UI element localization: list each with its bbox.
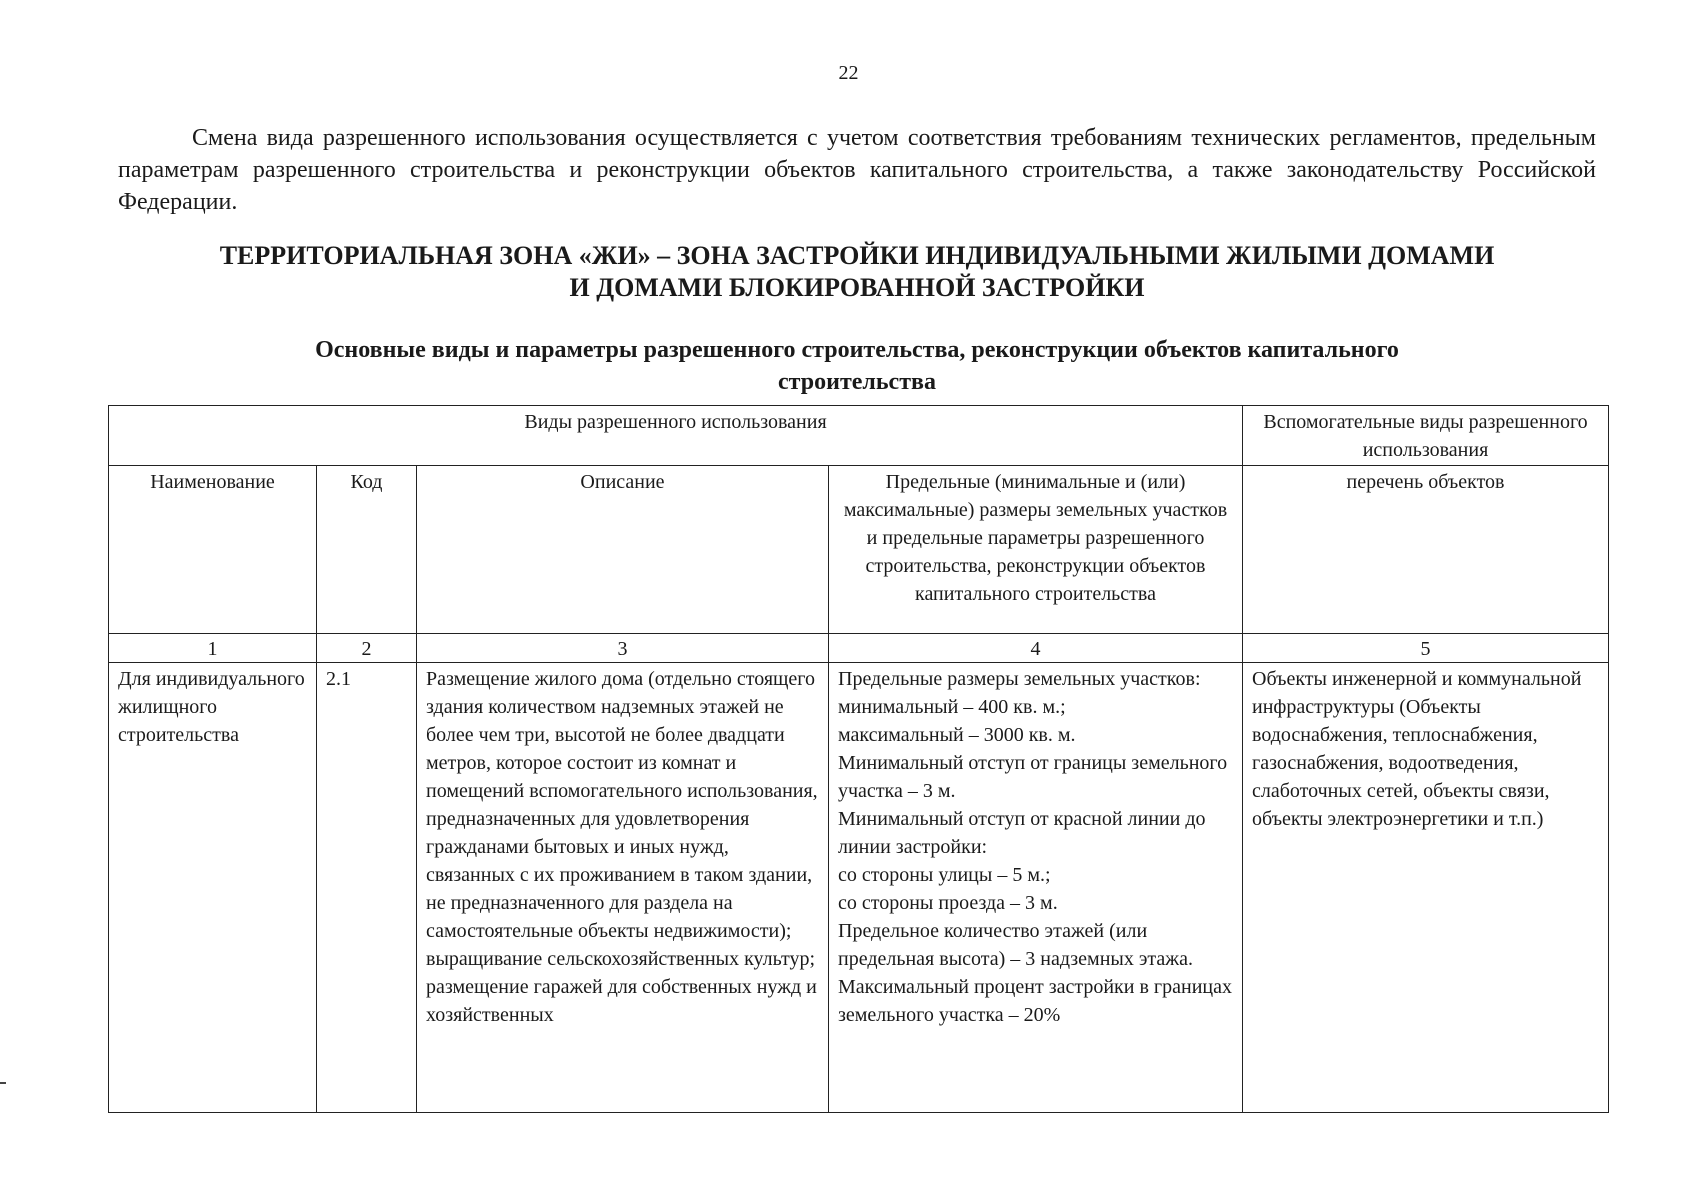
column-number: 5 [1243,634,1609,663]
param-line: максимальный – 3000 кв. м. [838,724,1076,746]
section-title [150,334,1564,398]
column-number: 4 [829,634,1243,663]
param-line: со стороны улицы – 5 м.; [838,864,1051,886]
zone-title [118,240,1596,304]
group-header-main: Виды разрешенного использования [109,406,1243,466]
section-title-line-1: Основные виды и параметры разрешенного строительства, реконструкции объектов капитального [315,337,1399,363]
param-line: Предельные размеры земельных участков: [838,668,1201,690]
section-title-line-2: строительства [778,369,936,395]
column-header-code: Код [317,466,417,634]
table-row [109,663,1609,1113]
cell-aux-list: Объекты инженерной и коммунальной инфраструктуры (Объекты водоснабжения, теплоснабжения, газоснабжения, водоотведения, слаботочных сетей, объекты связи, объекты электроэнергетики и т.п.) [1243,663,1609,1113]
margin-mark [0,1082,6,1084]
column-header-description: Описание [417,466,829,634]
param-line: минимальный – 400 кв. м.; [838,696,1066,718]
column-number: 2 [317,634,417,663]
table-column-header-row [109,466,1609,634]
cell-code: 2.1 [317,663,417,1113]
permitted-use-table [108,405,1609,1113]
table-group-header-row [109,406,1609,466]
cell-description: Размещение жилого дома (отдельно стоящего здания количеством надземных этажей не более чем три, высотой не более двадцати метров, которое состоит из комнат и помещений вспомогательного использования, предназначенных для удовлетворения гражданами бытовых и иных нужд, связанных с их проживанием в таком здании, не предназначенного для раздела на самостоятельные объекты недвижимости); выращивание сельскохозяйственных культур; размещение гаражей для собственных нужд и хозяйственных [417,663,829,1113]
group-header-aux: Вспомогательные виды разрешенного использования [1243,406,1609,466]
column-header-params: Предельные (минимальные и (или) максимальные) размеры земельных участков и предельные параметры разрешенного строительства, реконструкции объектов капитального строительства [829,466,1243,634]
cell-params [829,663,1243,1113]
intro-paragraph: Смена вида разрешенного использования осуществляется с учетом соответствия требованиям технических регламентов, предельным параметрам разрешенного строительства и реконструкции объектов капитального строительства, а также законодательству Российской Федерации. [118,125,1596,215]
page-number: 22 [838,62,859,84]
column-header-name: Наименование [109,466,317,634]
param-line: Предельное количество этажей (или предельная высота) – 3 надземных этажа. [838,920,1193,970]
zone-title-line-2: И ДОМАМИ БЛОКИРОВАННОЙ ЗАСТРОЙКИ [569,273,1145,302]
column-header-aux-list: перечень объектов [1243,466,1609,634]
param-line: со стороны проезда – 3 м. [838,892,1058,914]
column-number: 1 [109,634,317,663]
column-number: 3 [417,634,829,663]
cell-name: Для индивидуального жилищного строительства [109,663,317,1113]
column-number-row [109,634,1609,663]
param-line: Минимальный отступ от границы земельного участка – 3 м. [838,752,1228,802]
zone-title-line-1: ТЕРРИТОРИАЛЬНАЯ ЗОНА «ЖИ» – ЗОНА ЗАСТРОЙКИ ИНДИВИДУАЛЬНЫМИ ЖИЛЫМИ ДОМАМИ [219,241,1495,270]
param-line: Минимальный отступ от красной линии до линии застройки: [838,808,1206,858]
param-line: Максимальный процент застройки в границах земельного участка – 20% [838,976,1232,1026]
